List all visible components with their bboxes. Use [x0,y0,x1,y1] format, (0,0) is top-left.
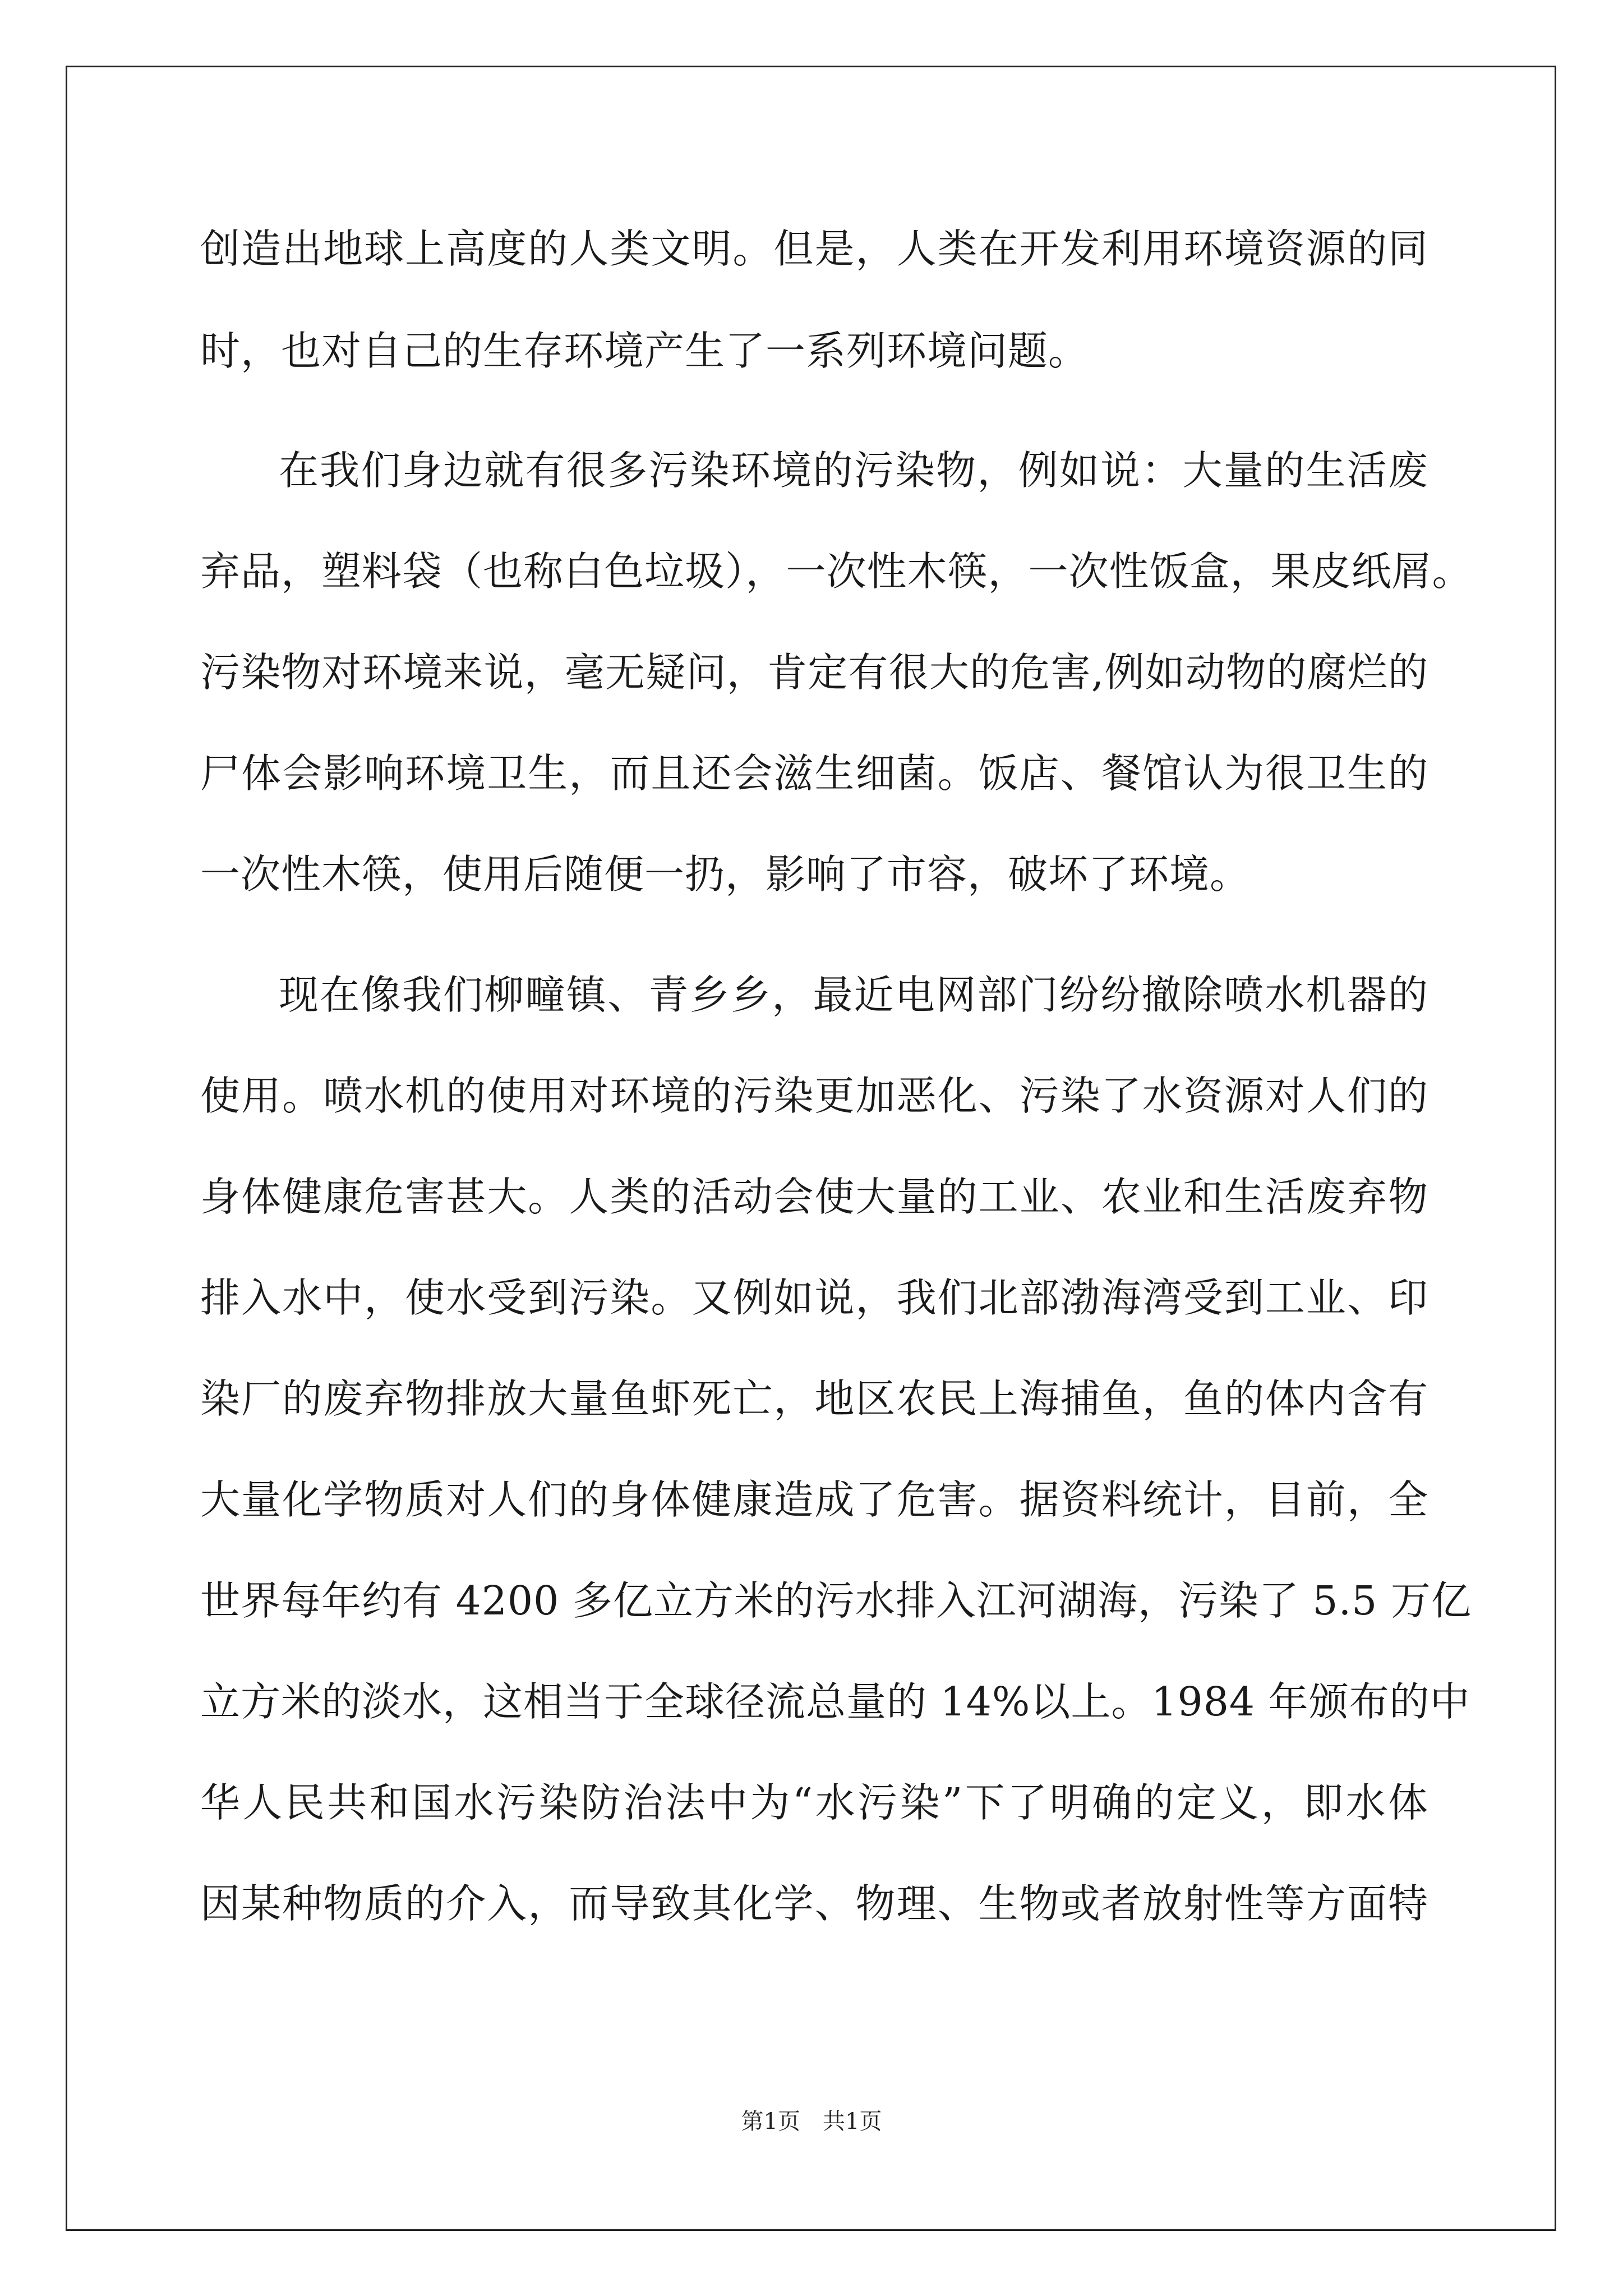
body-text-line: 身体健康危害甚大。人类的活动会使大量的工业、农业和生活废弃物 [200,1174,1428,1220]
body-text-line: 尸体会影响环境卫生，而且还会滋生细菌。饭店、餐馆认为很卫生的 [200,750,1428,797]
body-text-line: 大量化学物质对人们的身体健康造成了危害。据资料统计，目前，全 [200,1476,1428,1523]
body-text-line: 现在像我们柳疃镇、青乡乡，最近电网部门纷纷撤除喷水机器的 [279,972,1428,1018]
body-text-line: 立方米的淡水，这相当于全球径流总量的 14%以上。1984 年颁布的中 [200,1678,1470,1725]
body-text-line: 排入水中，使水受到污染。又例如说，我们北部渤海湾受到工业、印 [200,1274,1428,1321]
body-text-line: 污染物对环境来说，毫无疑问，肯定有很大的危害,例如动物的腐烂的 [200,649,1428,696]
body-text-line: 因某种物质的介入，而导致其化学、物理、生物或者放射性等方面特 [200,1880,1428,1927]
body-text-line: 染厂的废弃物排放大量鱼虾死亡，地区农民上海捕鱼，鱼的体内含有 [200,1375,1428,1422]
body-text-line: 一次性木筷，使用后随便一扔，影响了市容，破坏了环境。 [200,851,1251,898]
body-text-line: 华人民共和国水污染防治法中为“水污染”下了明确的定义，即水体 [200,1779,1428,1826]
body-text-line: 世界每年约有 4200 多亿立方米的污水排入江河湖海，污染了 5.5 万亿 [200,1577,1472,1624]
body-text-line: 时，也对自己的生存环境产生了一系列环境问题。 [200,328,1089,374]
body-text-line: 使用。喷水机的使用对环境的污染更加恶化、污染了水资源对人们的 [200,1073,1428,1119]
body-text-line: 弃品，塑料袋（也称白色垃圾），一次性木筷，一次性饭盒，果皮纸屑。 [200,548,1473,595]
body-text-line: 在我们身边就有很多污染环境的污染物，例如说：大量的生活废 [279,447,1428,494]
page-number-footer: 第1页 共1页 [741,2109,882,2134]
body-text-line: 创造出地球上高度的人类文明。但是，人类在开发利用环境资源的同 [200,226,1428,272]
